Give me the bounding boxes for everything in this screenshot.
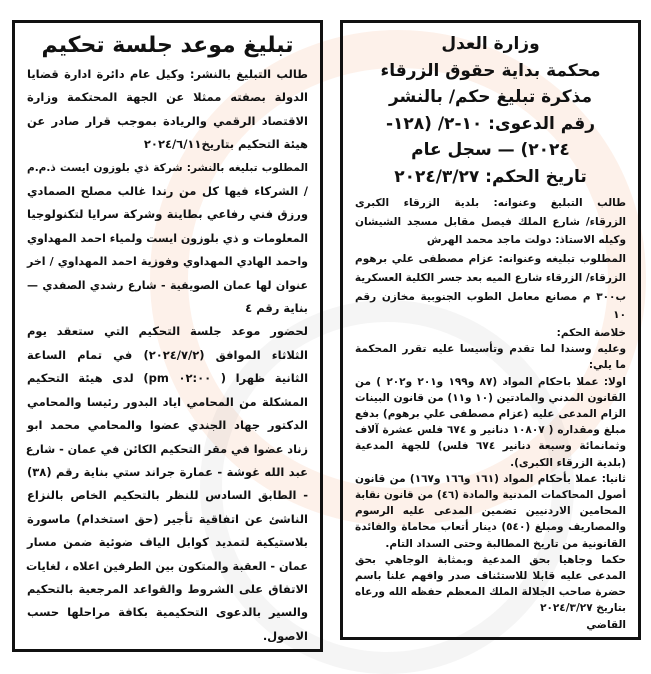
court-name: محكمة بداية حقوق الزرقاء [380,60,601,81]
text-line: - الطابق السادس للنظر بالتحكيم الخاص بالنزاع [27,488,308,503]
notice-title: تبليغ موعد جلسة تحكيم [41,33,294,58]
text-line: والمصاريف ومبلغ (٥٤٠) دينار أتعاب محاماة والفائدة [355,521,626,534]
text-line: وكيله الاستاذ: دولت ماجد محمد الهرش [426,234,626,247]
text-line: القاضي [586,618,626,631]
parties-section [355,194,626,325]
paragraph [355,617,626,633]
text-line: عبد الله غوشة - عمارة جراند ستي بناية رقم (٣٨) [27,464,308,479]
text-line: طالب التبليغ وعنوانه: بلدية الزرقاء الكبرى [355,197,626,209]
case-number-cont: ٢٠٢٤) — سجل عام [411,140,570,160]
text-line: عنوان لها عمان الصويفية - شارع رشدي الصفدي — [27,278,308,292]
text-line: وثمانمائة وسبعة دنانير ٦٧٤ فلس) للجهة المدعية [355,440,627,453]
text-line: اولا: عملا باحكام المواد (٨٧ و١٩٩ و٢٠١ و٢٠٢ ) من [355,375,627,388]
case-number: رقم الدعوى: ١٠-٢/ (١٢٨- [385,113,596,134]
paragraph [355,552,626,617]
text-line: المدعى عليه قابلا للاستئناف صدر وافهم علنا باسم [355,569,626,582]
notice-body [27,63,308,648]
text-line: لحضور موعد جلسة التحكيم التي ستعقد يوم [27,324,308,339]
paragraph [27,157,308,321]
text-line: عمان - العقبة والمتكون بين الطرفين اعلاه ، لغايات [25,559,308,573]
text-line: ورزق فني رفاعي بطاينة وشركة سرايا لتكنولوجيا [27,207,308,222]
paragraph [355,250,626,325]
text-line: / الشركاء فيها كل من رندا غالب مصلح الصمادي [27,184,308,199]
text-line: مبلغ ومقداره ( ١٠٨٠٧ دنانير و ٦٧٤ فلس عشرة آلاف [355,424,626,437]
text-line: واحمد الهادي المهداوي وفوزية احمد المهداوي / اخر [27,255,308,269]
ministry-name: وزارة العدل [441,34,540,54]
paragraph [355,194,626,250]
text-line: المشكلة من المحامي اياد البدور رئيسا والمحامي [27,394,308,409]
text-line: الاقتصاد الرقمي والريادة بموجب قرار صادر عن [27,113,308,128]
text-line: وعليه وسندا لما تقدم وتأسيسا عليه تقرر المحكمة [355,343,626,356]
text-line: طالب التبليغ بالنشر: وكيل عام دائرة ادارة قضايا [27,67,308,81]
text-line: زناد عضوا في مقر التحكيم الكائن في عمان - شارع [25,442,308,456]
paragraph [27,320,308,648]
text-line: القانون المدني والمادتين (١٠ و١١) من قانون البينات [355,391,627,404]
text-line: هيئة التحكيم بتاريخ٢٠٢٤/٦/١١ [143,137,308,152]
text-line: الزرقاء/ شارع الملك فيصل مقابل مسجد الشيشان [355,215,626,228]
text-line: الناشئ عن اتفاقية تأجير (حق استخدام) ماسورة [27,511,308,526]
judgment-date: تاريخ الحكم: ٢٠٢٤/٣/٢٧ [394,166,587,187]
text-line: الدولة بصفته ممثلا عن الجهة المحتكمة وزارة [27,90,308,105]
text-line: (بلدية الزرقاء الكبرى). [510,456,626,469]
notice-header [355,31,626,190]
paragraph [355,325,626,341]
text-line: والسير بالدعوى التحكيمية بكافة مراحلها حسب [27,605,308,620]
paragraph [355,471,626,552]
text-line: المطلوب تبليغه وعنوانه: عزام مصطفى علي برهوم [355,253,626,266]
text-line: المعلومات و ذي بلوزون ايست ولمياء احمد المهداوي [27,231,308,245]
text-line: المطلوب تبليغه بالنشر: شركة ذي بلوزون ايست ذ.م.م [27,161,308,174]
text-line: الاتفاق على الشروط والقواعد المرجعية بالتحكيم [27,581,308,596]
judgment-summary [355,325,626,633]
text-line: بناية رقم ٤ [245,301,308,316]
text-line: حكما وجاهيا بحق المدعية وبمثابة الوجاهي بحق [355,553,626,566]
paragraph [355,374,626,471]
text-line: الدكتور جهاد الجندي عضوا والمحامي محمد ابو [27,418,308,433]
text-line: خلاصة الحكم: [556,326,626,339]
text-line: ثانيا: عملا بأحكام المواد (١٦١ و١٦٦ و١٦٧) من قانون [355,472,626,485]
text-line: الزرقاء/ الزرقاء شارع الميه بعد جسر الكلية العسكرية [354,271,626,284]
text-line: المحامين الاردنيين تضمين المدعى عليه الرسوم [355,505,626,518]
text-line: الثانية ظهرا ( ٠٢:٠٠ pm) لدى هيئة التحكيم [27,371,309,386]
text-line: الاصول. [262,628,308,643]
text-line: بلاستيكية لتمديد كوابل الياف ضوئية ضمن مسار [27,535,308,550]
text-line: القانونية من تاريخ المطالبة وحتى السداد التام. [385,537,626,550]
text-line: ما يلي: [588,359,626,372]
text-line: بتاريخ ٢٠٢٤/٣/٢٧ [540,602,626,615]
arbitration-session-notice [12,20,323,652]
text-line: الثلاثاء الموافق (٢٠٢٤/٧/٢) في تمام الساعة [27,347,309,362]
paragraph [27,63,308,157]
text-line: حضرة صاحب الجلالة الملك المعظم حفظه الله ورعاه [355,586,626,599]
paragraph [355,341,626,373]
text-line: أصول المحاكمات المدنية والمادة (٤٦) من قانون نقابة [355,488,626,501]
notice-type: مذكرة تبليغ حكم/ بالنشر [388,87,593,107]
text-line: ب٣٠٠ م مصانع معامل الطوب الجنوبية مخازن رقم [355,290,626,303]
text-line: ١٠ [613,309,626,322]
judgment-notice [340,20,641,640]
text-line: الزام المدعى عليه (عزام مصطفى علي برهوم) بدفع [355,407,626,420]
